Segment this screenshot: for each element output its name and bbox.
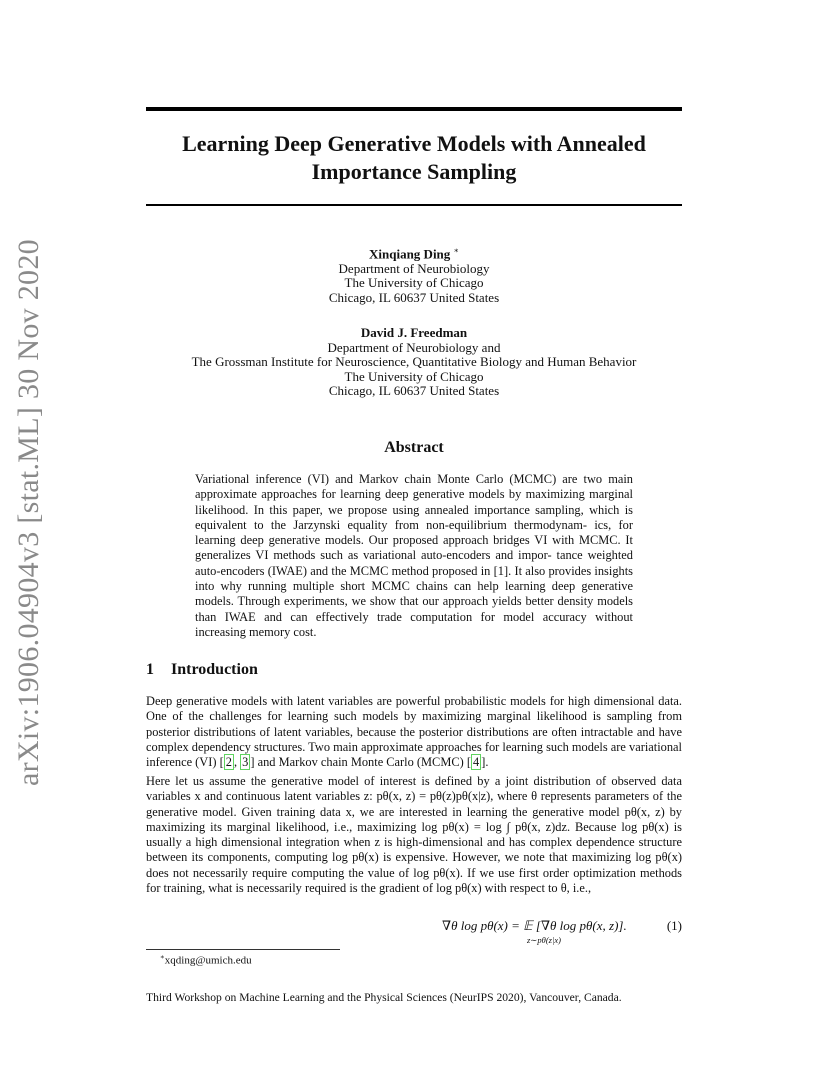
paragraph-line: we use first order optimization methods for training, what is necessarily required is the gradient of: [146, 865, 682, 896]
paragraph-text: Deep generative models with latent variables are powerful probabilistic models for high dimensional data. One of the challenges for learning such models by maximizing marginal likelihood is sampling from posterior distributions of latent variables, because the posterior distributions are often intractable and have complex dependency structures. Two main approximate approaches for learning such models are variational inference (VI): [146, 694, 682, 770]
abstract-line: ics, for learning deep generative models. Our proposed approach bridges VI with: [195, 517, 633, 548]
intro-paragraph-1: Deep generative models with latent variables are powerful probabilistic models for high dimensional data. One of the challenges for learning such models by maximizing marginal likelihood is sampling from posterior distributions of latent variables, because the posterior distributions are often intractable and have complex dependency structures. Two main approximate approaches for learning such models are variational inference (VI) [ 2 , 3 ] and Markov chain Monte Carlo (MCMC) [ 4 ].: [146, 694, 682, 770]
affiliation-line: The Grossman Institute for Neuroscience, Quantitative Biology and Human Behavior: [191, 354, 637, 369]
abstract-heading: Abstract: [384, 439, 444, 456]
paragraph-line: Here let us assume the generative model of interest is defined by a joint distribution of observed: [146, 774, 657, 788]
intro-paragraph-2: [146, 774, 682, 896]
abstract-line: which is equivalent to the Jarzynski equality from non-equilibrium thermodynam-: [195, 502, 633, 532]
citation-link[interactable]: 2: [225, 755, 232, 770]
author-footnote-mark: ∗: [453, 246, 459, 255]
affiliation-line: The University of Chicago: [344, 368, 484, 384]
paragraph-line: log pθ(x) with respect to θ, i.e.,: [436, 881, 592, 896]
author-block-2: [146, 326, 682, 399]
author-block-1: [146, 244, 682, 305]
affiliation-line: Department of Neurobiology: [338, 260, 490, 276]
footnote-rule: [146, 949, 340, 950]
abstract-line: yields better density models than IWAE and can effectively trade computation for: [195, 594, 633, 624]
abstract-line: marginal likelihood. In this paper, we propose using annealed importance sampling,: [195, 487, 633, 517]
abstract-line: main approximate approaches for learning deep generative models by maximizing: [195, 472, 633, 502]
paragraph-line: parameters of the generative model. Given training data x, we are interested in learning the generative: [146, 789, 682, 819]
citation-separator: ,: [233, 755, 241, 770]
affiliation-line: Chicago, IL 60637 United States: [328, 383, 500, 398]
author-name: David J. Freedman: [360, 325, 468, 340]
affiliation-line: Chicago, IL 60637 United States: [328, 289, 500, 305]
paragraph-text: .: [485, 755, 489, 770]
equation-number: (1): [666, 918, 682, 933]
abstract-line: learning deep generative models. Through experiments, we show that our approach: [195, 579, 634, 609]
title-top-rule: [146, 107, 682, 111]
citation-link[interactable]: 4: [472, 755, 480, 770]
paragraph-line: data variables x and continuous latent variables z: pθ(x, z) = pθ(z)pθ(x|z), where θ represents: [146, 774, 682, 804]
abstract-line: Variational inference (VI) and Markov chain Monte Carlo (MCMC) are two: [195, 472, 603, 486]
venue-footer: Third Workshop on Machine Learning and the Physical Sciences (NeurIPS 2020), Vancouver, Canada.: [146, 991, 622, 1004]
affiliation-line: The University of Chicago: [344, 275, 484, 291]
arxiv-identifier-stamp: arXiv:1906.04904v3 [stat.ML] 30 Nov 2020: [12, 239, 45, 786]
paragraph-line: Because log pθ(x) is usually a high dimensional integration when z is high-dimensional and has: [146, 819, 682, 850]
abstract-line: MCMC. It generalizes VI methods such as variational auto-encoders and impor-: [195, 533, 634, 563]
author-name: Xinqiang Ding: [369, 246, 451, 262]
paragraph-text: and Markov chain Monte Carlo (MCMC): [254, 755, 467, 770]
footnote-email: xqding@umich.edu: [164, 954, 252, 967]
citation-link[interactable]: 3: [242, 755, 249, 770]
title-line-1: Learning Deep Generative Models with Annealed: [182, 131, 646, 156]
section-number: 1: [146, 661, 154, 678]
footnote: [160, 953, 252, 967]
abstract-body: [195, 472, 633, 640]
title-line-2: Importance Sampling: [311, 159, 517, 184]
equation-subscript: z∼pθ(z|x): [527, 935, 561, 945]
equation-1: [146, 918, 682, 948]
paper-title: [146, 130, 682, 186]
equation-body: ∇θ log pθ(x) = 𝔼 [∇θ log pθ(x, z)].: [442, 918, 627, 933]
abstract-line: model accuracy without increasing memory cost.: [195, 609, 633, 639]
footnote-mark: ∗: [160, 953, 165, 961]
paragraph-line: we note that maximizing log pθ(x) does not necessarily require computing the value of log pθ(x). If: [146, 850, 683, 880]
section-title: Introduction: [171, 661, 258, 678]
paragraph-line: model pθ(x, z) by maximizing its marginal likelihood, i.e., maximizing log pθ(x) = log ∫ pθ(x, z)dz.: [146, 804, 682, 834]
abstract-line: It also provides insights into why running multiple short MCMC chains can help: [195, 563, 633, 594]
paragraph-line: complex dependence structure between its components, computing log pθ(x) is expensive. However,: [146, 835, 682, 865]
title-bottom-rule: [146, 204, 682, 206]
affiliation-line: Department of Neurobiology and: [327, 339, 501, 355]
abstract-line: tance weighted auto-encoders (IWAE) and the MCMC method proposed in [1].: [195, 548, 633, 578]
section-heading-introduction: [146, 661, 258, 679]
